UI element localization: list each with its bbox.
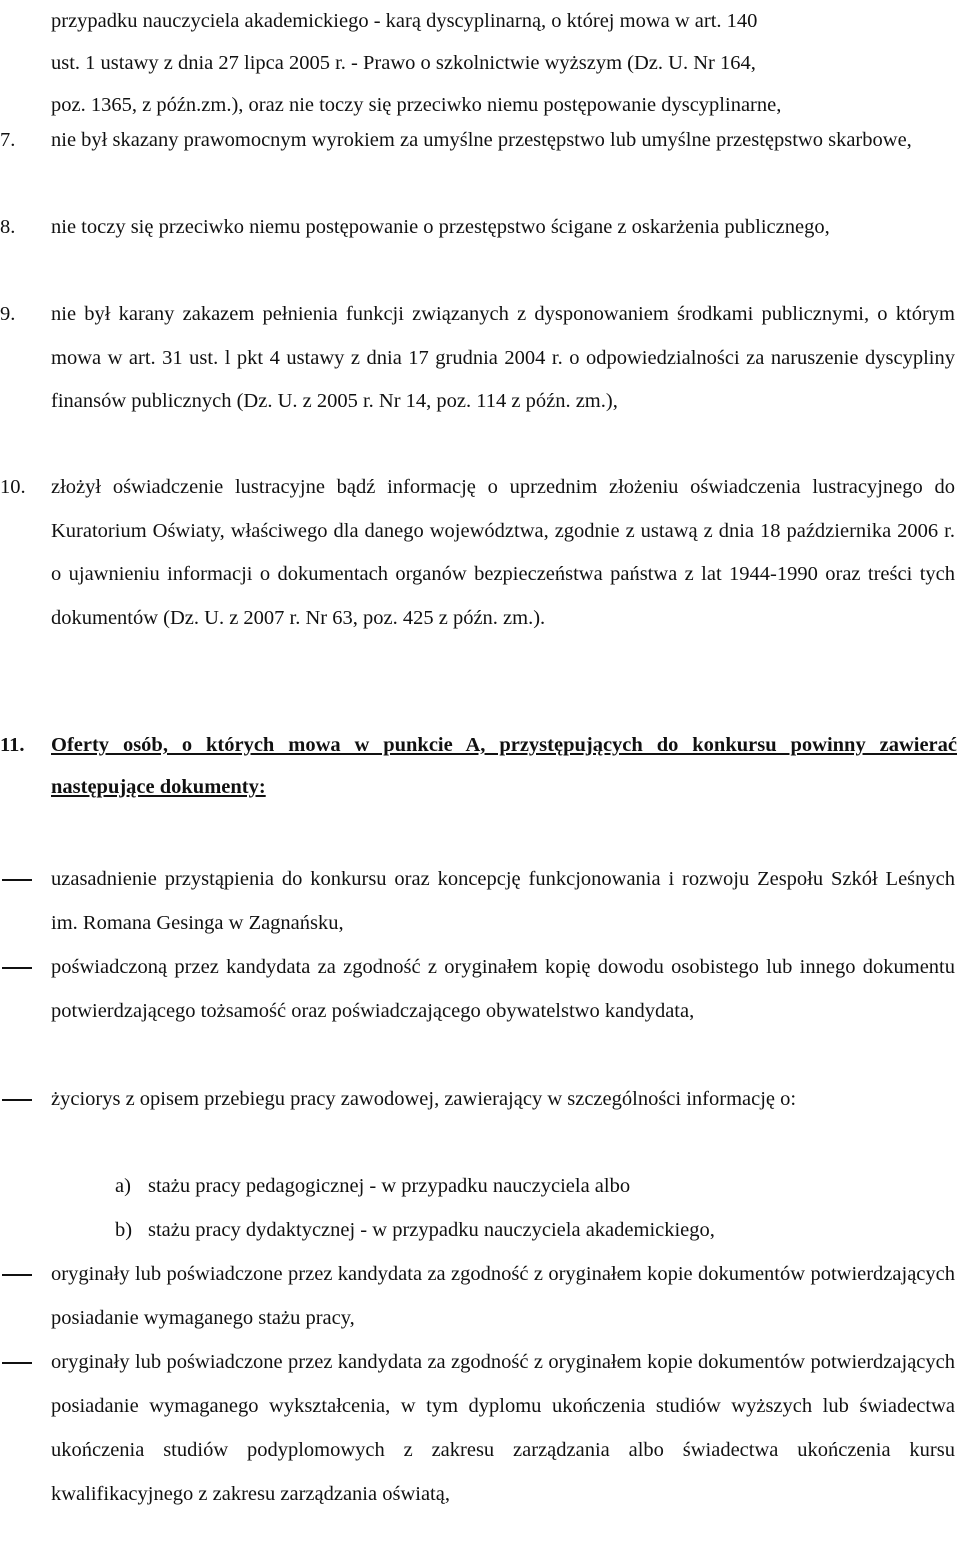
bullet-item [51,857,955,945]
sub-item-text: stażu pracy pedagogicznej - w przypadku nauczyciela albo [148,1175,631,1197]
dash-bullet-icon [0,1252,34,1296]
bullet-text: oryginały lub poświadczone przez kandydata za zgodność z oryginałem kopie dokumentów potwierdzających posiadanie wymaganego stażu pracy, [51,1263,955,1329]
list-item-8 [0,206,955,250]
sub-item-letter: b) [115,1219,133,1241]
dash-bullet-icon [0,945,34,989]
bullet-text: uzasadnienie przystąpienia do konkursu oraz koncepcję funkcjonowania i rozwoju Zespołu Szkół Leśnych im. Romana Gesinga w Zagnańsku, [51,868,955,934]
intro-line: przypadku nauczyciela akademickiego - karą dyscyplinarną, o której mowa w art. 140 [51,10,758,32]
bullet-text: poświadczoną przez kandydata za zgodność z oryginałem kopię dowodu osobistego lub innego dokumentu potwierdzającego tożsamość oraz poświadczającego obywatelstwo kandydata, [51,956,955,1022]
list-item-9 [0,293,955,424]
list-item-7 [0,119,955,163]
item-text: złożył oświadczenie lustracyjne bądź informację o uprzednim złożeniu oświadczenia lustracyjnego do Kuratorium Oświaty, właściwego dla danego województwa, zgodnie z ustawą z dnia 18 października 2006 r. o ujawnieniu informacji o dokumentach organów bezpieczeństwa państwa z lat 1944-1990 oraz treści tych dokumentów (Dz. U. z 2007 r. Nr 63, poz. 425 z późn. zm.). [51,476,955,629]
heading-text: Oferty osób, o których mowa w punkcie A, przystępujących do konkursu powinny zawierać następujące dokumenty: [51,734,957,798]
sub-item-text: stażu pracy dydaktycznej - w przypadku nauczyciela akademickiego, [148,1219,715,1241]
bullet-text: oryginały lub poświadczone przez kandydata za zgodność z oryginałem kopie dokumentów potwierdzających posiadanie wymaganego wykształcenia, w tym dyplomu ukończenia studiów wyższych lub świadectwa ukończenia studiów podyplomowych z zakresu zarządzania albo świadectwa ukończenia kursu kwalifikacyjnego z zakresu zarządzania oświatą, [51,1351,955,1505]
section-heading [0,724,957,808]
heading-number: 11. [0,734,25,756]
item-number: 10. [0,476,26,498]
item-number: 8. [0,216,16,238]
item-text: nie był skazany prawomocnym wyrokiem za umyślne przestępstwo lub umyślne przestępstwo skarbowe, [51,129,912,151]
item-number: 9. [0,303,16,325]
item-text: nie toczy się przeciwko niemu postępowanie o przestępstwo ścigane z oskarżenia publicznego, [51,216,830,238]
item-text: nie był karany zakazem pełnienia funkcji związanych z dysponowaniem środkami publicznymi, o którym mowa w art. 31 ust. l pkt 4 ustawy z dnia 17 grudnia 2004 r. o odpowiedzialności za naruszenie dyscypliny finansów publicznych (Dz. U. z 2005 r. Nr 14, poz. 114 z późn. zm.), [51,303,955,412]
bullet-item [51,945,955,1033]
intro-paragraph [51,0,951,126]
dash-bullet-icon [0,1340,34,1384]
bullet-item [51,1077,955,1121]
dash-bullet-icon [0,1077,34,1121]
bullet-item [51,1252,955,1340]
intro-line: ust. 1 ustawy z dnia 27 lipca 2005 r. - Prawo o szkolnictwie wyższym (Dz. U. Nr 164, [51,52,756,74]
bullet-item [51,1340,955,1516]
intro-line: poz. 1365, z późn.zm.), oraz nie toczy się przeciwko niemu postępowanie dyscyplinarne, [51,94,782,116]
item-number: 7. [0,129,16,151]
bullet-text: życiorys z opisem przebiegu pracy zawodowej, zawierający w szczególności informację o: [51,1088,797,1110]
list-item-10 [0,466,955,640]
dash-bullet-icon [0,857,34,901]
sub-item-letter: a) [115,1175,131,1197]
